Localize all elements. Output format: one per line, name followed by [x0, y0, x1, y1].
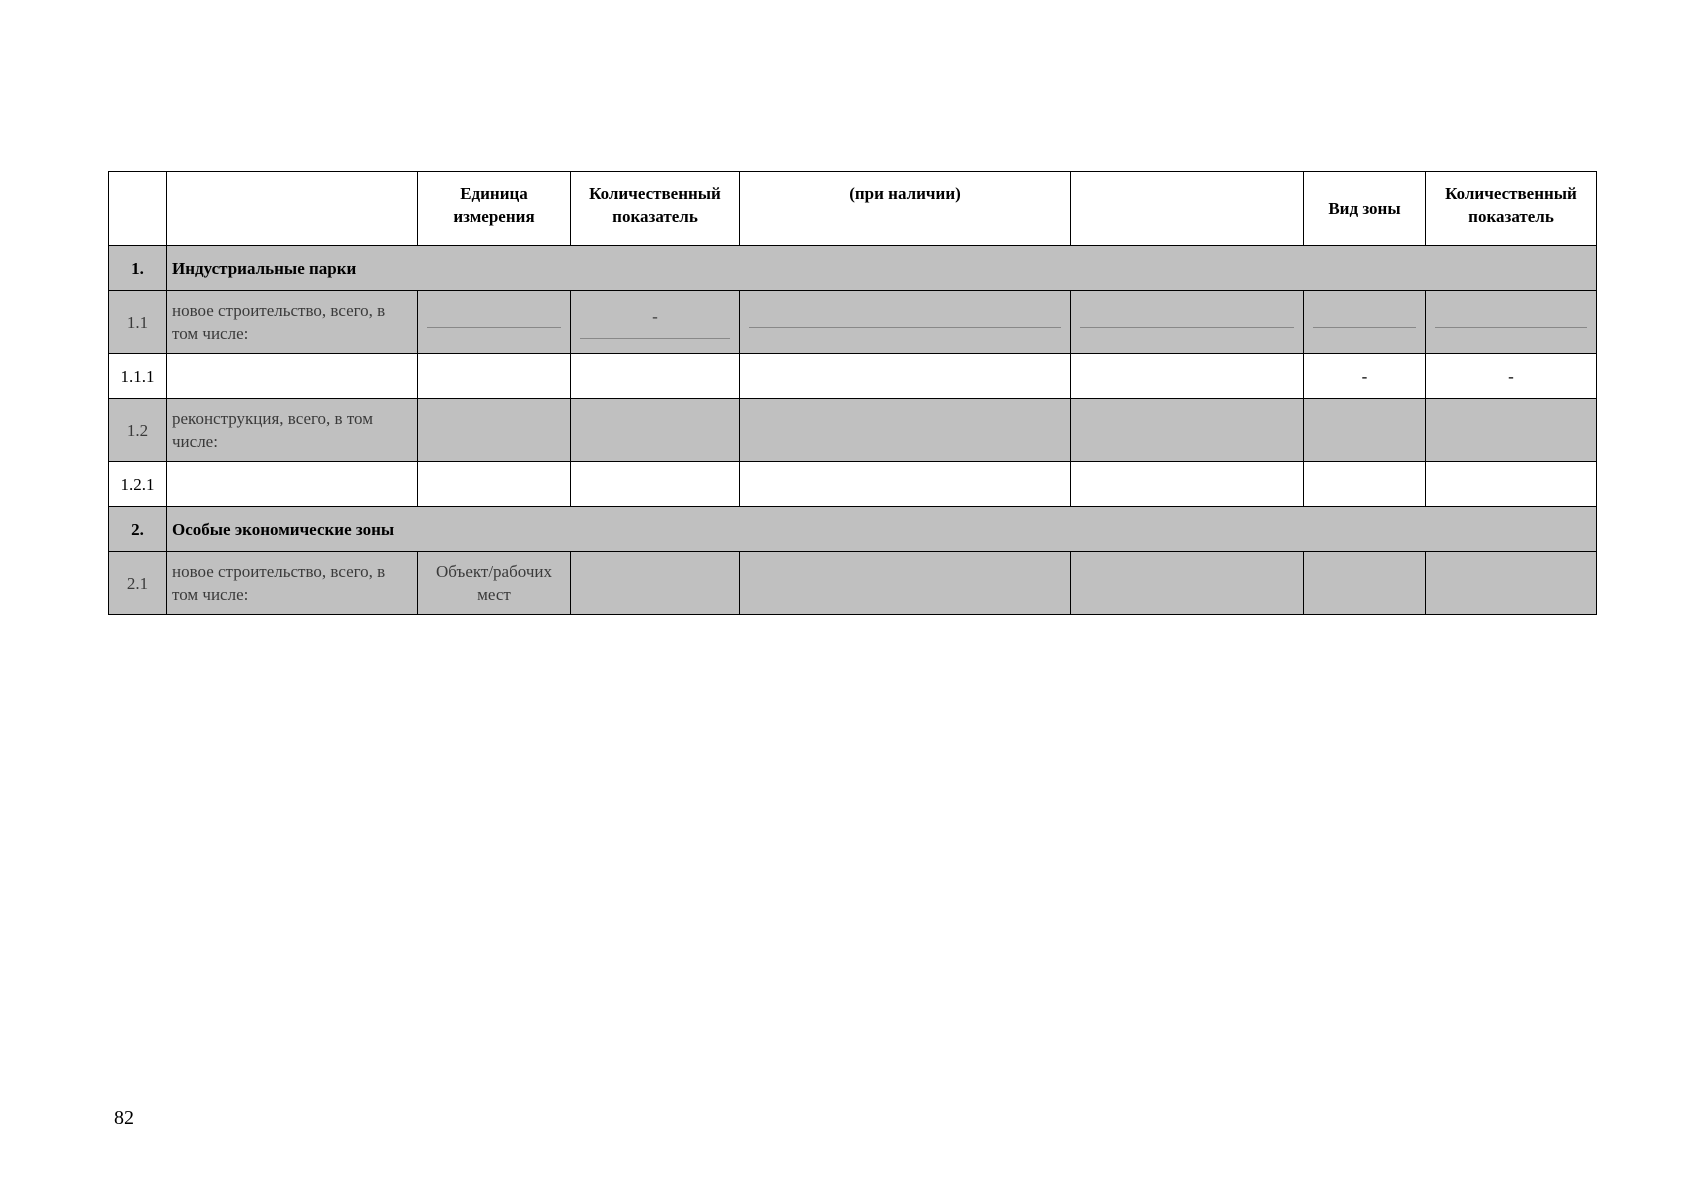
header-if-available: (при наличии) [740, 172, 1071, 246]
table-row [109, 462, 1597, 507]
row-number: 2.1 [109, 552, 167, 615]
cell-quantity-2 [1426, 399, 1597, 462]
indicators-table [108, 171, 1597, 615]
cell-quantity-2: - [1426, 354, 1597, 399]
cell-quantity [571, 354, 740, 399]
cell-unit [418, 354, 571, 399]
row-number: 1. [109, 246, 167, 291]
section-title: Индустриальные парки [167, 246, 1597, 291]
row-number: 2. [109, 507, 167, 552]
table-row-section-1 [109, 246, 1597, 291]
cell-quantity-2 [1426, 552, 1597, 615]
cell-quantity-2 [1426, 462, 1597, 507]
cell-if-available [740, 354, 1071, 399]
cell-blank [1071, 399, 1304, 462]
table-row [109, 291, 1597, 354]
cell-zone-type [1304, 399, 1426, 462]
header-num [109, 172, 167, 246]
row-number: 1.1 [109, 291, 167, 354]
table-header-row [109, 172, 1597, 246]
cell-unit [418, 399, 571, 462]
cell-blank [1071, 462, 1304, 507]
cell-if-available [740, 462, 1071, 507]
cell-zone-type: - [1304, 354, 1426, 399]
cell-quantity: - [571, 291, 740, 354]
cell-unit [418, 291, 571, 354]
cell-unit [418, 462, 571, 507]
cell-blank [1071, 552, 1304, 615]
cell-zone-type [1304, 291, 1426, 354]
cell-quantity [571, 552, 740, 615]
row-label: новое строительство, всего, в том числе: [167, 291, 418, 354]
row-number: 1.2 [109, 399, 167, 462]
cell-zone-type [1304, 552, 1426, 615]
header-unit: Единица измерения [418, 172, 571, 246]
cell-if-available [740, 291, 1071, 354]
cell-quantity [571, 462, 740, 507]
cell-zone-type [1304, 462, 1426, 507]
cell-blank [1071, 291, 1304, 354]
page-number: 82 [114, 1107, 134, 1129]
row-label: новое строительство, всего, в том числе: [167, 552, 418, 615]
cell-quantity-2 [1426, 291, 1597, 354]
cell-if-available [740, 399, 1071, 462]
cell-unit: Объект/рабочих мест [418, 552, 571, 615]
header-zone-type: Вид зоны [1304, 172, 1426, 246]
row-label: реконструкция, всего, в том числе: [167, 399, 418, 462]
table-row-section-2 [109, 507, 1597, 552]
table-row [109, 399, 1597, 462]
row-number: 1.1.1 [109, 354, 167, 399]
cell-quantity [571, 399, 740, 462]
table-row [109, 354, 1597, 399]
row-number: 1.2.1 [109, 462, 167, 507]
cell-if-available [740, 552, 1071, 615]
section-title: Особые экономические зоны [167, 507, 1597, 552]
header-name [167, 172, 418, 246]
header-quantity: Количественный показатель [571, 172, 740, 246]
row-label [167, 354, 418, 399]
cell-blank [1071, 354, 1304, 399]
table-row [109, 552, 1597, 615]
row-label [167, 462, 418, 507]
header-quantity-2: Количественный показатель [1426, 172, 1597, 246]
header-blank [1071, 172, 1304, 246]
